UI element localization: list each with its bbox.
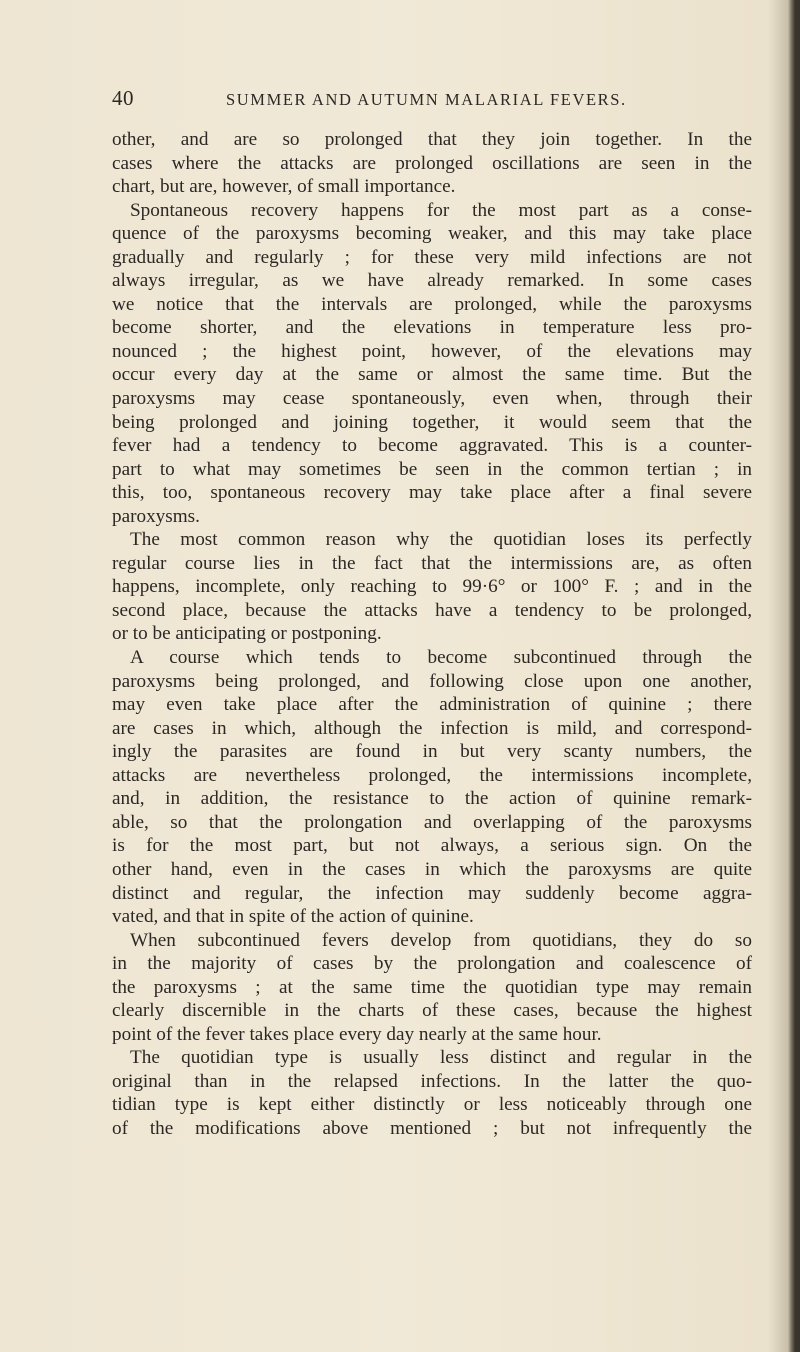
text-line: part to what may sometimes be seen in the common tertian ; in	[112, 458, 752, 480]
text-line: other hand, even in the cases in which the paroxysms are quite	[112, 858, 752, 880]
text-line: paroxysms being prolonged, and following close upon one another,	[112, 670, 752, 692]
text-line: attacks are nevertheless prolonged, the intermissions incomplete,	[112, 764, 752, 786]
text-line: original than in the relapsed infections. In the latter the quo-	[112, 1070, 752, 1092]
text-line: vated, and that in spite of the action of quinine.	[112, 906, 474, 928]
text-line: point of the fever takes place every day nearly at the same hour.	[112, 1023, 602, 1045]
text-line: the paroxysms ; at the same time the quotidian type may remain	[112, 976, 752, 998]
text-line: gradually and regularly ; for these very mild infections are not	[112, 246, 752, 268]
text-line: fever had a tendency to become aggravated. This is a counter-	[112, 435, 752, 457]
page-edge-shadow	[788, 0, 800, 1352]
text-line: tidian type is kept either distinctly or less noticeably through one	[112, 1094, 752, 1116]
text-line: other, and are so prolonged that they join together. In the	[112, 129, 752, 150]
text-line: is for the most part, but not always, a serious sign. On the	[112, 835, 752, 857]
text-line: When subcontinued fevers develop from quotidians, they do so	[130, 929, 752, 951]
text-line: or to be anticipating or postponing.	[112, 623, 382, 645]
text-line: become shorter, and the elevations in temperature less pro-	[112, 317, 752, 339]
text-line: in the majority of cases by the prolongation and coalescence of	[112, 953, 752, 975]
text-line: A course which tends to become subcontinued through the	[130, 647, 752, 669]
text-line: The most common reason why the quotidian loses its perfectly	[130, 529, 752, 551]
text-line: paroxysms.	[112, 505, 200, 527]
text-line: of the modifications above mentioned ; but not infrequently the	[112, 1117, 752, 1139]
text-line: happens, incomplete, only reaching to 99·6° or 100° F. ; and in the	[112, 576, 752, 598]
text-line: second place, because the attacks have a tendency to be prolonged,	[112, 599, 752, 621]
text-line: occur every day at the same or almost the same time. But the	[112, 364, 752, 386]
text-line: regular course lies in the fact that the intermissions are, as often	[112, 552, 752, 574]
text-line: Spontaneous recovery happens for the most part as a conse-	[130, 199, 752, 221]
text-line: clearly discernible in the charts of these cases, because the highest	[112, 1000, 752, 1022]
text-line: distinct and regular, the infection may suddenly become aggra-	[112, 882, 752, 904]
text-line: always irregular, as we have already remarked. In some cases	[112, 270, 752, 292]
text-line: cases where the attacks are prolonged oscillations are seen in the	[112, 152, 752, 174]
text-line: nounced ; the highest point, however, of the elevations may	[112, 340, 752, 362]
body-text	[112, 128, 752, 1141]
text-line: and, in addition, the resistance to the action of quinine remark-	[112, 788, 752, 810]
text-line: we notice that the intervals are prolonged, while the paroxysms	[112, 293, 752, 315]
text-line: may even take place after the administration of quinine ; there	[112, 694, 752, 716]
text-line: The quotidian type is usually less distinct and regular in the	[130, 1047, 752, 1069]
text-line: chart, but are, however, of small importance.	[112, 176, 456, 198]
text-line: are cases in which, although the infection is mild, and correspond-	[112, 717, 752, 739]
text-line: this, too, spontaneous recovery may take place after a final severe	[112, 482, 752, 504]
text-line: being prolonged and joining together, it would seem that the	[112, 411, 752, 433]
page-number: 40	[112, 86, 134, 110]
text-line: paroxysms may cease spontaneously, even when, through their	[112, 388, 752, 410]
running-head: SUMMER AND AUTUMN MALARIAL FEVERS.	[226, 90, 627, 109]
text-line: ingly the parasites are found in but very scanty numbers, the	[112, 741, 752, 763]
text-line: quence of the paroxysms becoming weaker, and this may take place	[112, 223, 752, 245]
page-header	[112, 86, 752, 116]
text-line: able, so that the prolongation and overlapping of the paroxysms	[112, 811, 752, 833]
